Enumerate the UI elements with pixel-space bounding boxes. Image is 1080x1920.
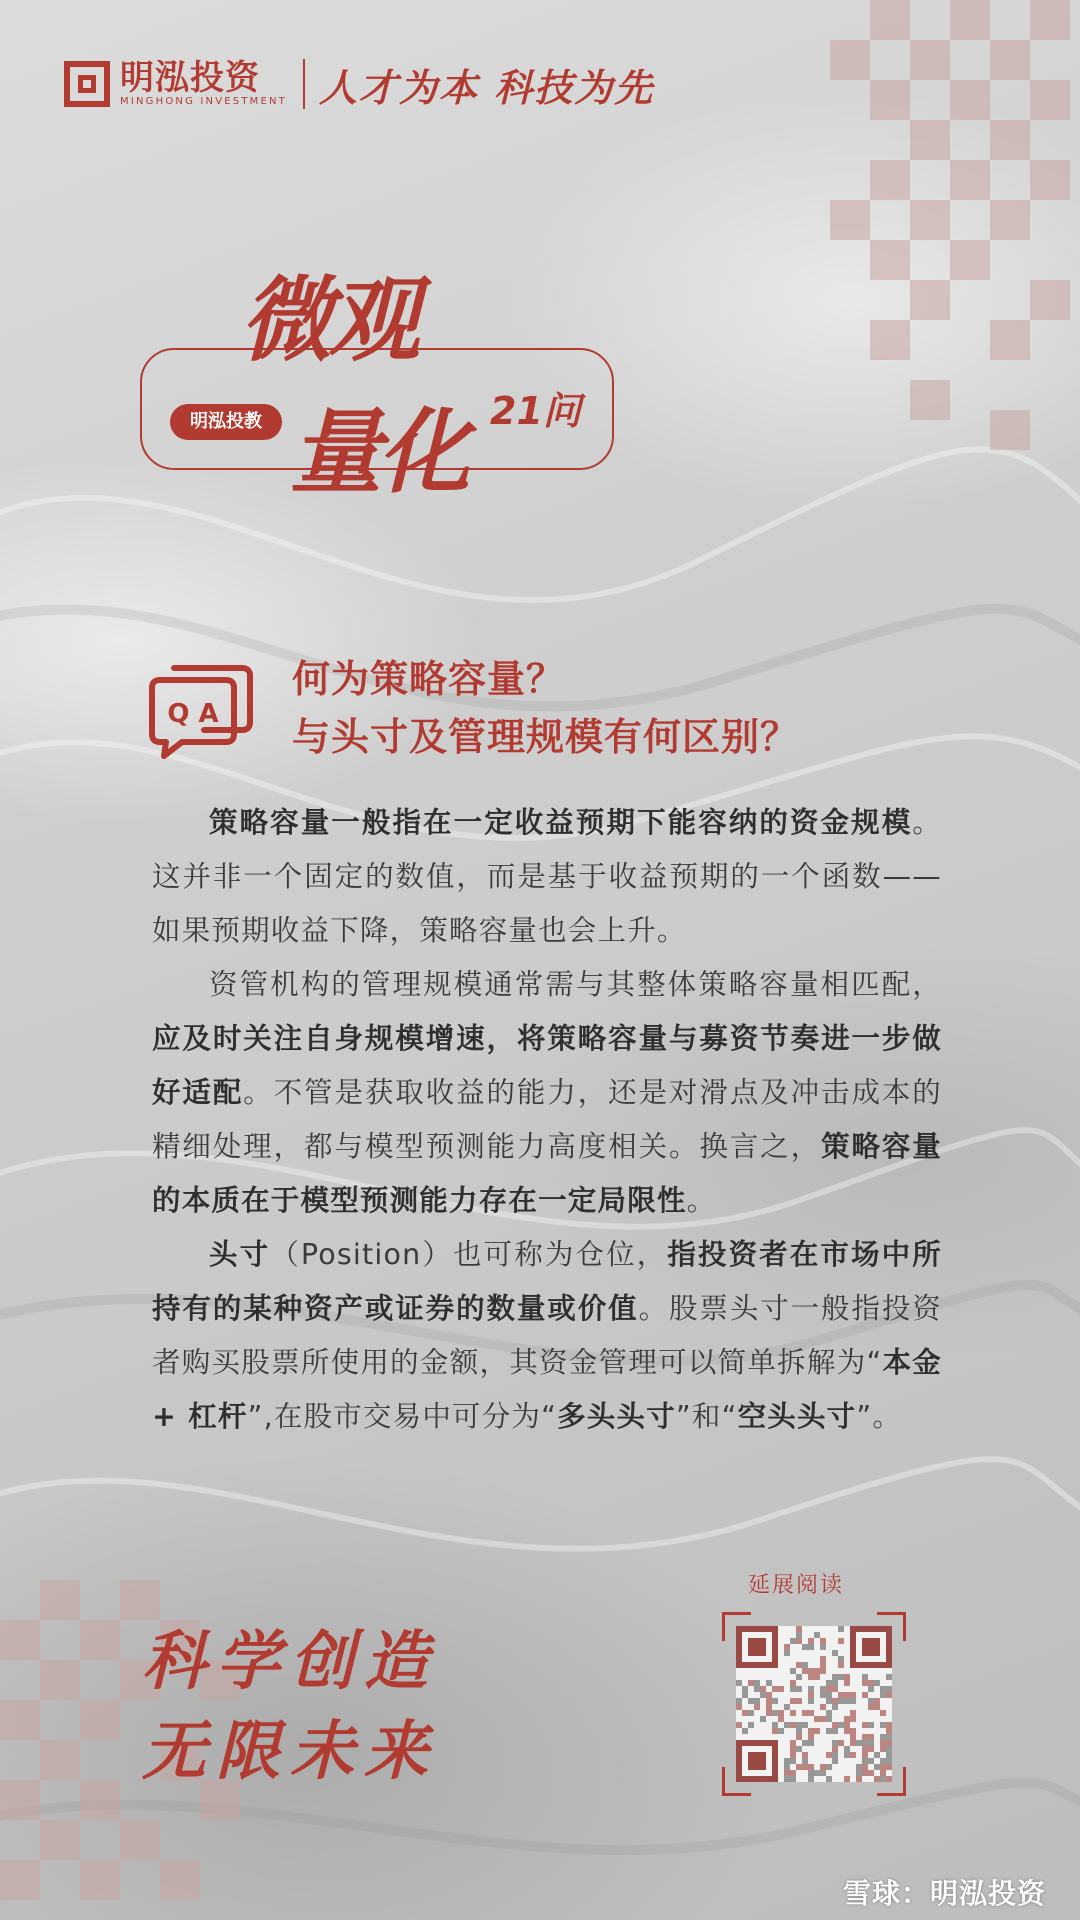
title-count: 21问 [490, 389, 581, 433]
p1-text: 。这并非一个固定的数值，而是基于收益预期的一个函数——如果预期收益下降，策略容量也会上升。 [152, 806, 942, 947]
xueqiu-watermark: 雪球：明泓投资 [842, 1877, 1046, 1910]
brand-logo-icon [64, 61, 110, 107]
qa-icon-text: Q A [167, 699, 219, 729]
paragraph-3 [152, 1228, 942, 1444]
p1-bold-1: 策略容量一般指在一定收益预期下能容纳的资金规模 [209, 806, 913, 839]
p3-text-a: （Position）也可称为仓位， [270, 1238, 668, 1271]
header-slogan: 人才为本 科技为先 [319, 64, 655, 110]
qr-label: 延展阅读 [748, 1573, 845, 1598]
article-body [152, 796, 942, 1444]
p2-bold-1: 应及时关注自身规模增速，将策略容量与募资节奏进一步做好适配 [152, 1022, 942, 1109]
p3-bold-1: 头寸 [209, 1238, 271, 1271]
p3-text-d: ”和“ [675, 1400, 738, 1433]
motto-line-1: 科学创造 [142, 1624, 438, 1699]
p3-bold-2: 指投资者在市场中所持有的某种资产或证券的数量或价值 [152, 1238, 942, 1325]
p2-text-a: 资管机构的管理规模通常需与其整体策略容量相匹配， [209, 968, 942, 1001]
checker-pattern-top-right [830, 0, 1080, 470]
p3-text-b: 。股票头寸一般指投资者购买股票所使用的金额，其资金管理可以简单拆解为“ [152, 1292, 942, 1379]
header-divider [303, 59, 305, 109]
p2-text-c: 换言之， [699, 1130, 822, 1163]
header [64, 56, 654, 112]
p3-bold-3: 本金 + 杠杆 [152, 1346, 942, 1433]
question-line-2: 与头寸及管理规模有何区别？ [292, 715, 800, 759]
p3-bold-4: 多头头寸 [557, 1400, 676, 1433]
p3-bold-5: 空头头寸 [737, 1400, 857, 1433]
brand-name-cn: 明泓投资 [120, 58, 260, 98]
qr-code[interactable] [722, 1612, 906, 1796]
title-line-2: 量化 [290, 398, 467, 506]
p2-text-b: 。不管是获取收益的能力，还是对滑点及冲击成本的精细处理，都与模型预测能力高度相关。 [152, 1076, 942, 1163]
p3-text-e: ”。 [856, 1400, 903, 1433]
p2-text-d: 。 [686, 1184, 717, 1217]
paragraph-2 [152, 958, 942, 1228]
paragraph-1 [152, 796, 942, 958]
p3-text-c: ”,在股市交易中可分为“ [247, 1400, 558, 1433]
title-line-1: 微观 [240, 266, 417, 374]
brand-logo-text [120, 60, 287, 108]
p2-bold-2: 策略容量的本质在于模型预测能力存在一定局限性 [152, 1130, 942, 1217]
question-line-1: 何为策略容量？ [292, 657, 566, 701]
title-badge: 明泓投教 [170, 404, 282, 440]
qr-code-image [736, 1626, 892, 1782]
motto-line-2: 无限未来 [142, 1714, 438, 1789]
brand-name-en: MINGHONG INVESTMENT [120, 96, 287, 107]
question-title [292, 650, 799, 766]
qa-bubble-icon [144, 660, 256, 760]
